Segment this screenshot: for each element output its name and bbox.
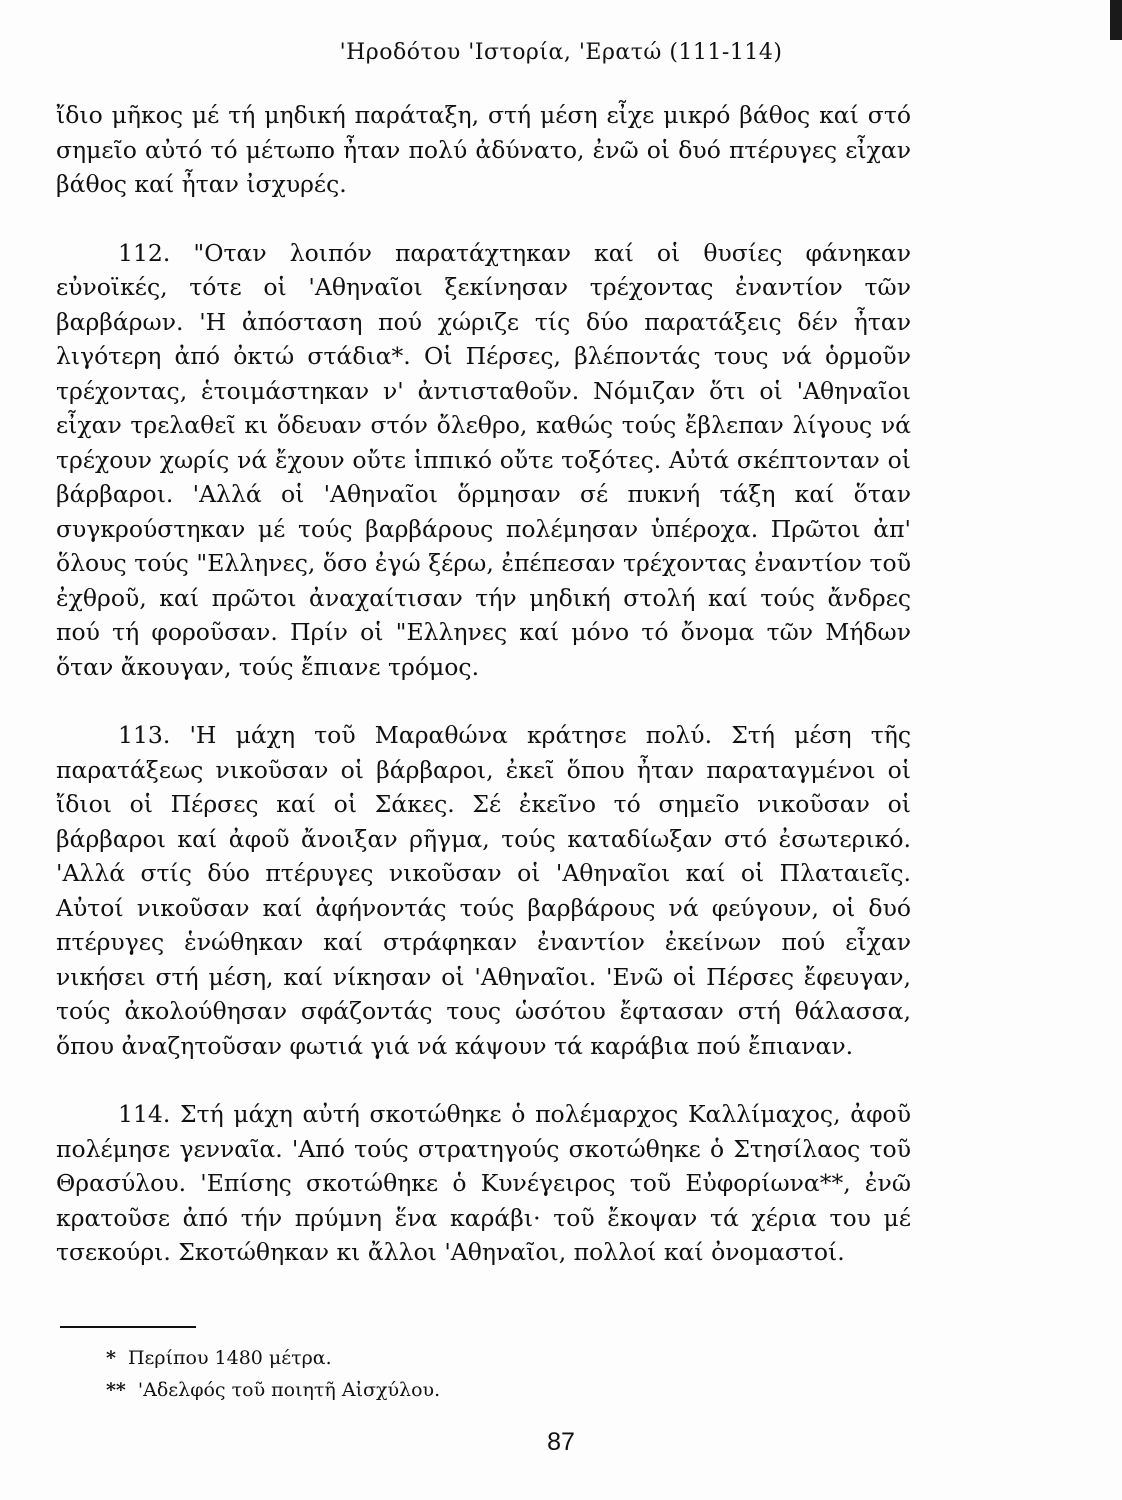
footnote — [106, 1342, 440, 1374]
paragraph-112: 112. "Οταν λοιπόν παρατάχτηκαν καί οἱ θυσίες φάνηκαν εὐνοϊκές, τότε οἱ 'Αθηναῖοι ξεκίνησαν τρέχοντας ἐναντίον τῶν βαρβάρων. 'Η ἀπόσταση πού χώριζε τίς δύο παρατάξεις δέν ἦταν λιγότερη ἀπό ὀκτώ στάδια*. Οἱ Πέρσες, βλέποντάς τους νά ὁρμοῦν τρέχοντας, ἑτοιμάστηκαν ν' ἀντισταθοῦν. Νόμιζαν ὅτι οἱ 'Αθηναῖοι εἶχαν τρελαθεῖ κι ὅδευαν στόν ὄλεθρο, καθώς τούς ἔβλεπαν λίγους νά τρέχουν χωρίς νά ἔχουν οὔτε ἱππικό οὔτε τοξότες. Αὐτά σκέπτονταν οἱ βάρβαροι. 'Αλλά οἱ 'Αθηναῖοι ὅρμησαν σέ πυκνή τάξη καί ὅταν συγκρούστηκαν μέ τούς βαρβάρους πολέμησαν ὑπέροχα. Πρῶτοι ἀπ' ὅλους τούς "Ελληνες, ὅσο ἐγώ ξέρω, ἐπέπεσαν τρέχοντας ἐναντίον τοῦ ἐχθροῦ, καί πρῶτοι ἀναχαίτισαν τήν μηδική στολή καί τούς ἄνδρες πού τή φοροῦσαν. Πρίν οἱ "Ελληνες καί μόνο τό ὄνομα τῶν Μήδων ὅταν ἄκουγαν, τούς ἔπιανε τρόμος. — [56, 238, 911, 681]
footnote-mark: ** — [106, 1379, 126, 1401]
page-number: 87 — [547, 1428, 575, 1456]
paragraph-111-continuation: ἴδιο μῆκος μέ τή μηδική παράταξη, στή μέση εἶχε μικρό βάθος καί στό σημεῖο αὐτό τό μέτωπο ἦταν πολύ ἀδύνατο, ἐνῶ οἱ δυό πτέρυγες εἶχαν βάθος καί ἦταν ἰσχυρές. — [56, 101, 911, 198]
paragraph-113: 113. 'Η μάχη τοῦ Μαραθώνα κράτησε πολύ. Στή μέση τῆς παρατάξεως νικοῦσαν οἱ βάρβαροι, ἐκεῖ ὅπου ἦταν παραταγμένοι οἱ ἴδιοι οἱ Πέρσες καί οἱ Σάκες. Σέ ἐκεῖνο τό σημεῖο νικοῦσαν οἱ βάρβαροι καί ἀφοῦ ἄνοιξαν ρῆγμα, τούς καταδίωξαν στό ἐσωτερικό. 'Αλλά στίς δύο πτέρυγες νικοῦσαν οἱ 'Αθηναῖοι καί οἱ Πλαταιεῖς. Αὐτοί νικοῦσαν καί ἀφήνοντάς τούς βαρβάρους νά φεύγουν, οἱ δυό πτέρυγες ἑνώθηκαν καί στράφηκαν ἐναντίον ἐκείνων πού εἶχαν νικήσει στή μέση, καί νίκησαν οἱ 'Αθηναῖοι. 'Ενῶ οἱ Πέρσες ἔφευγαν, τούς ἀκολούθησαν σφάζοντάς τους ὡσότου ἔφτασαν στή θάλασσα, ὅπου ἀναζητοῦσαν φωτιά γιά νά κάψουν τά καράβια πού ἔπιαναν. — [56, 721, 911, 1060]
body-text — [56, 98, 911, 1270]
footnotes — [106, 1342, 440, 1406]
footnote-text: Περίπου 1480 μέτρα. — [127, 1347, 332, 1369]
footnote-mark: * — [106, 1347, 116, 1369]
footnote-divider — [60, 1326, 196, 1328]
paragraph-114: 114. Στή μάχη αὐτή σκοτώθηκε ὁ πολέμαρχος Καλλίμαχος, ἀφοῦ πολέμησε γενναῖα. 'Από τούς στρατηγούς σκοτώθηκε ὁ Στησίλαος τοῦ Θρασύλου. 'Επίσης σκοτώθηκε ὁ Κυνέγειρος τοῦ Εὐφορίωνα**, ἐνῶ κρατοῦσε ἀπό τήν πρύμνη ἕνα καράβι· τοῦ ἔκοψαν τά χέρια του μέ τσεκούρι. Σκοτώθηκαν κι ἄλλοι 'Αθηναῖοι, πολλοί καί ὀνομαστοί. — [56, 1100, 911, 1266]
scan-edge-mark — [1110, 0, 1122, 40]
footnote-text: 'Αδελφός τοῦ ποιητῆ Αἰσχύλου. — [137, 1379, 441, 1401]
footnote — [106, 1374, 440, 1406]
running-head: 'Ηροδότου 'Ιστορία, 'Ερατώ (111-114) — [339, 40, 783, 65]
